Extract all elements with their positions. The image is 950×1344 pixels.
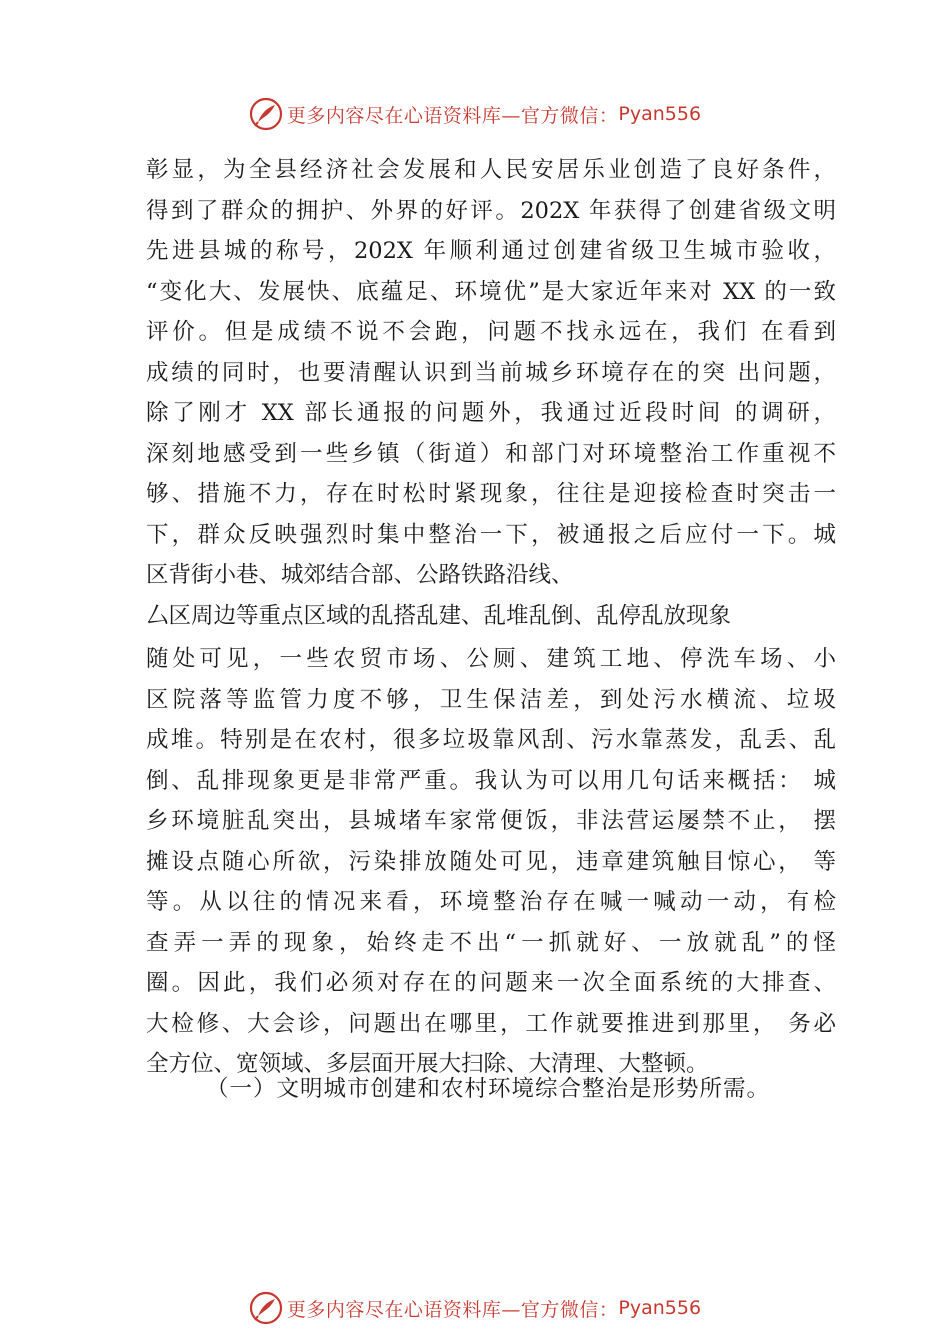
text-line: 区院落等监管力度不够，卫生保洁差，到处污水横流、垃圾 — [146, 686, 836, 713]
quill-logo-icon — [249, 1291, 283, 1325]
banner-contact-id: Pyan556 — [618, 103, 702, 125]
text-line: 成绩的同时，也要清醒认识到当前城乡环境存在的突 出问题， — [146, 359, 836, 386]
text-line: 全方位、宽领域、多层面开展大扫除、大清理、大整顿。 — [146, 1051, 709, 1077]
text-line: 够、措施不力，存在时松时紧现象，往往是迎接检查时突击一 — [146, 481, 836, 507]
text-line: 先进县城的称号，202X 年顺利通过创建省级卫生城市验收， — [146, 238, 836, 264]
quill-logo-icon — [249, 97, 283, 131]
text-line: 等。从以往的情况来看，环境整治存在喊一喊动一动，有检 — [146, 889, 836, 915]
text-line: 得到了群众的拥护、外界的好评。202X 年获得了创建省级文明 — [146, 197, 836, 224]
document-body — [146, 150, 836, 1085]
text-line: 成堆。特别是在农村，很多垃圾靠风刮、污水靠蒸发，乱丢、乱 — [146, 727, 836, 753]
text-line: 倒、乱排现象更是非常严重。我认为可以用几句话来概括： 城 — [146, 767, 836, 794]
text-line: 区背街小巷、城郊结合部、公路铁路沿线、 — [146, 562, 574, 588]
text-line: 评价。但是成绩不说不会跑，问题不找永远在，我们 在看到 — [146, 319, 836, 345]
header-banner — [0, 94, 950, 134]
text-line: 大检修、大会诊，问题出在哪里，工作就要推进到那里， 务必 — [146, 1010, 836, 1037]
banner-contact-id: Pyan556 — [618, 1297, 702, 1319]
text-line: 圈。因此，我们必须对存在的问题来一次全面系统的大排查、 — [146, 970, 836, 996]
text-line: 下，群众反映强烈时集中整治一下，被通报之后应付一下。城 — [146, 521, 836, 548]
text-line: “变化大、发展快、底蕴足、环境优”是大家近年来对 XX 的一致 — [146, 278, 836, 305]
text-line: 除了刚才 XX 部长通报的问题外，我通过近段时间 的调研， — [146, 400, 836, 426]
footer-banner — [0, 1288, 950, 1328]
banner-brand-text: 更多内容尽在心语资料库—官方微信： — [286, 104, 619, 127]
section-heading: （一）文明城市创建和农村环境综合整治是形势所需。 — [206, 1076, 771, 1102]
text-line: 摊设点随心所欲，污染排放随处可见，违章建筑触目惊心， 等 — [146, 848, 836, 875]
text-line: 深刻地感受到一些乡镇（街道）和部门对环境整治工作重视不 — [146, 440, 836, 467]
text-line: 查弄一弄的现象，始终走不出“一抓就好、一放就乱”的怪 — [146, 929, 836, 956]
text-line: 乡环境脏乱突出，县城堵车家常便饭，非法营运屡禁不止， 摆 — [146, 808, 836, 834]
text-line: 厶区周边等重点区域的乱搭乱建、乱堆乱倒、乱停乱放现象 — [146, 602, 732, 629]
text-line: 随处可见，一些农贸市场、公厕、建筑工地、停洗车场、小 — [146, 646, 836, 672]
banner-brand-text: 更多内容尽在心语资料库—官方微信： — [286, 1298, 619, 1321]
text-line: 彰显，为全县经济社会发展和人民安居乐业创造了良好条件， — [146, 157, 836, 183]
